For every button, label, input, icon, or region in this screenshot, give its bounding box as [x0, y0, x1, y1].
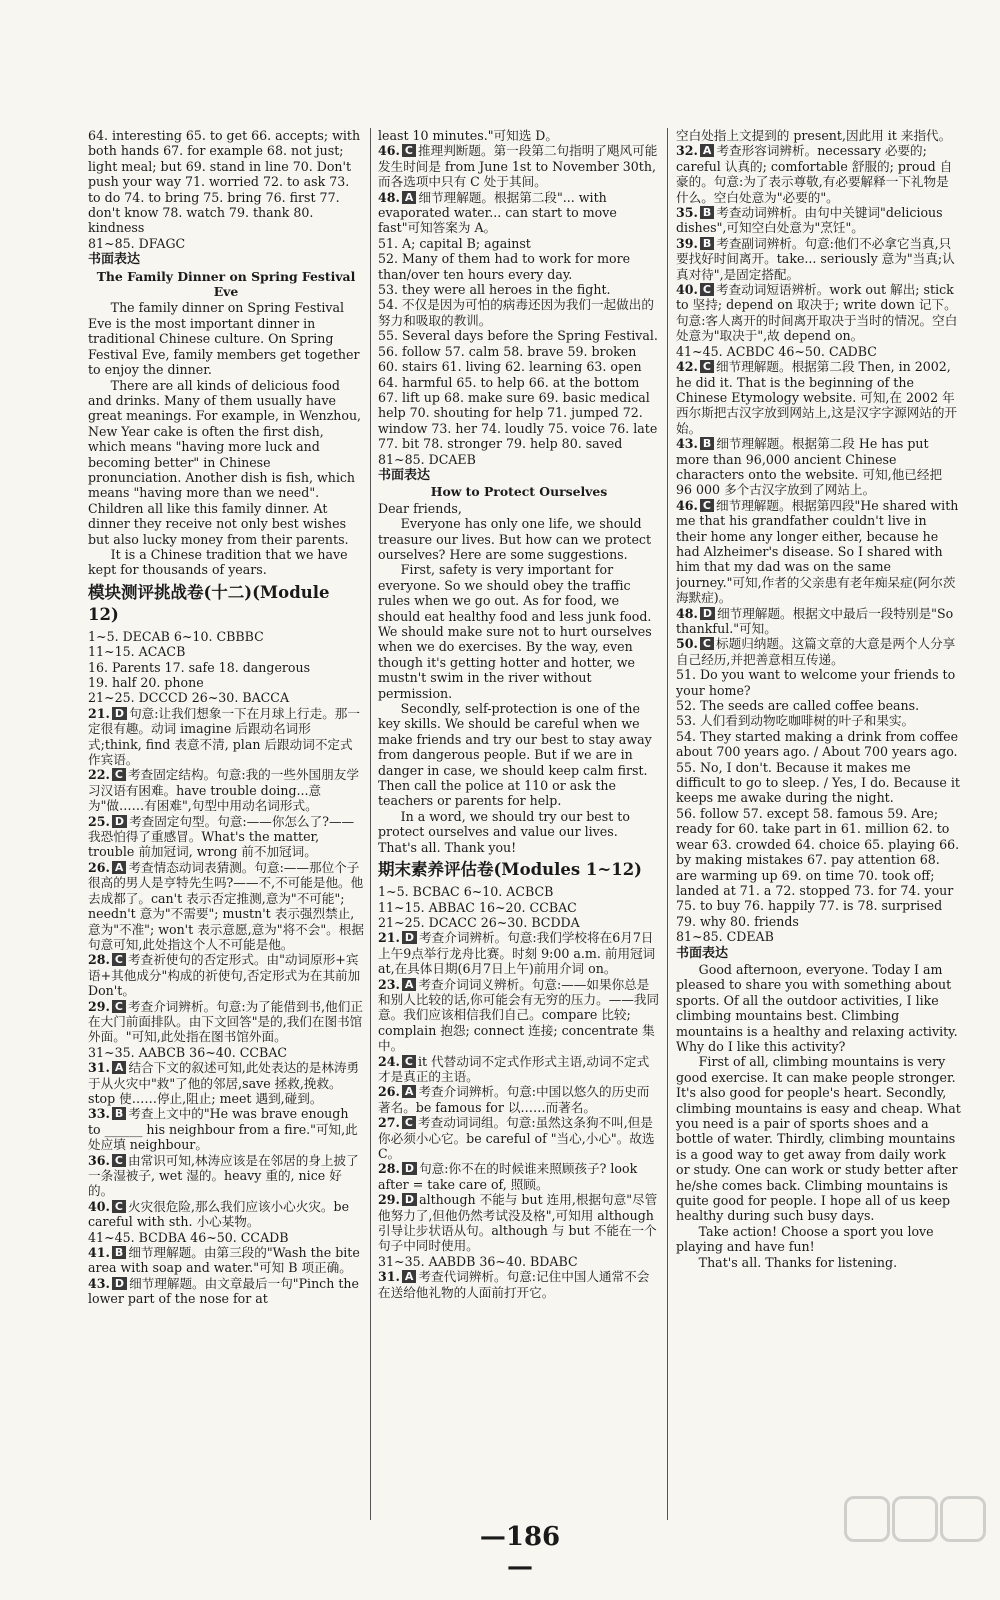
text: 81~85. DFAGC: [88, 235, 186, 251]
text: 考查动词词组。句意:虽然这条狗不叫,但是你必须小心它。be careful of "当心,小心"。故选 C。: [378, 1115, 655, 1161]
answer-explanation: [88, 1276, 364, 1307]
answer-badge: A: [402, 978, 417, 991]
answer-line: [88, 128, 364, 236]
text: 81~85. CDEAB: [676, 929, 774, 945]
answer-line: [88, 1230, 364, 1245]
text: 1~5. DECAB 6~10. CBBBC: [88, 628, 264, 644]
answer-line: [378, 251, 660, 282]
answer-explanation: [88, 706, 364, 768]
answer-line: [676, 760, 961, 806]
answer-line: [378, 1254, 660, 1269]
question-number: 42.: [676, 359, 698, 375]
answer-explanation: [676, 359, 961, 436]
answer-badge: A: [402, 1085, 417, 1098]
text: 64. interesting 65. to get 66. accepts; with both hands 67. for example 68. not just; light meal; but 69. stand in line 70. Don't push your way 71. worried 72. to ask 73. to do 74. to bring 75. bring 76. first 77. don't know 78. watch 79. thank 80. kindness: [88, 128, 361, 236]
answer-line: [378, 501, 660, 516]
answer-badge: C: [700, 360, 714, 373]
column-middle: [378, 128, 660, 1538]
text: 1~5. BCBAC 6~10. ACBCB: [378, 884, 554, 900]
answer-line: [378, 236, 660, 251]
text: 模块测评挑战卷(十二)(Module 12): [88, 582, 330, 624]
text: 火灾很危险,那么我们应该小心火灾。be careful with sth. 小心某物。: [88, 1198, 350, 1230]
text: 19. half 20. phone: [88, 675, 204, 690]
text: 53. 人们看到动物吃咖啡树的叶子和果实。: [676, 713, 915, 729]
answer-line: [88, 629, 364, 644]
answer-badge: D: [402, 1162, 417, 1175]
answer-explanation: [88, 1199, 364, 1230]
answer-line: [378, 562, 660, 701]
answer-line: [378, 282, 660, 297]
text: 空白处指上文提到的 present,因此用 it 来指代。: [676, 128, 952, 143]
answer-line: [676, 128, 961, 143]
question-number: 22.: [88, 767, 110, 783]
answer-line: [88, 236, 364, 251]
answer-explanation: [88, 999, 364, 1045]
answer-explanation: [676, 636, 961, 667]
text: 细节理解题。根据文中最后一段特别是"So thankful."可知。: [676, 605, 954, 636]
answer-explanation: [378, 1115, 660, 1161]
page-number: —186—: [479, 1522, 561, 1582]
watermark-logo: [840, 1490, 990, 1590]
text: 考查固定结构。句意:我的一些外国朋友学习汉语有困难。have trouble doing...意为"做……有困难",句型中用动名词形式。: [88, 767, 359, 814]
text: Dear friends,: [378, 500, 462, 516]
text: 21~25. DCACC 26~30. BCDDA: [378, 914, 580, 930]
text: 41~45. ACBDC 46~50. CADBC: [676, 343, 877, 359]
answer-line: [676, 698, 961, 713]
question-number: 31.: [378, 1269, 400, 1285]
text: 55. Several days before the Spring Festival.: [378, 328, 658, 344]
text: 考查副词辨析。句意:他们不必拿它当真,只要找好时间离开。take... seriously 意为"当真;认真对待",是固定搭配。: [676, 235, 955, 282]
answer-line: [676, 344, 961, 359]
question-number: 26.: [88, 859, 110, 875]
answer-badge: B: [700, 437, 714, 450]
answer-badge: C: [402, 1055, 416, 1068]
answer-explanation: [88, 1245, 364, 1276]
text: 细节理解题。根据第四段"He shared with me that his grandfather couldn't live in their home any longer either, because he had Alzheimer's disease. So I shared with him that my dad was on the same journey."可知,作者的父亲患有老年痴呆症(阿尔茨海默症)。: [676, 497, 959, 606]
answer-explanation: [676, 498, 961, 606]
answer-explanation: [88, 767, 364, 813]
question-number: 48.: [378, 189, 400, 205]
text: although 不能与 but 连用,根据句意"尽管他努力了,但他仍然考试没及格",可知用 although 引导让步状语从句。although 与 but 不能在一个句子中同时使用。: [378, 1192, 658, 1254]
answer-badge: B: [700, 237, 714, 250]
text: 考查代词辨析。句意:记住中国人通常不会在送给他礼物的人面前打开它。: [378, 1269, 650, 1300]
answer-badge: C: [112, 953, 126, 966]
answer-badge: B: [112, 1246, 126, 1259]
answer-line: [676, 1224, 961, 1255]
answer-line: [88, 675, 364, 690]
answer-badge: C: [402, 144, 416, 157]
question-number: 26.: [378, 1084, 400, 1100]
question-number: 23.: [378, 976, 400, 992]
text: 考查介词辨析。句意:为了能借到书,他们正在大门前面排队。由下文回答"是的,我们在图书馆外面。"可知,此处指在图书馆外面。: [88, 998, 363, 1045]
answer-badge: A: [402, 1270, 417, 1283]
answer-badge: C: [112, 768, 126, 781]
text: 考查形容词辨析。necessary 必要的; careful 认真的; comfortable 舒服的; proud 自豪的。句意:为了表示尊敬,有必要解释一下礼物是什么。空白处意为"必要的"。: [676, 143, 953, 205]
question-number: 33.: [88, 1106, 110, 1122]
text: 考查动词短语辨析。work out 解出; stick to 坚持; depend on 取决于; write down 记下。句意:客人离开的时间离开取决于当时的情况。空白处意为"取决于",故 depend on。: [676, 282, 958, 344]
text: 考查固定句型。句意:——你怎么了?——我恐怕得了重感冒。What's the matter, trouble 前加冠词, wrong 前不加冠词。: [88, 813, 355, 860]
answer-explanation: [378, 1269, 660, 1300]
answer-badge: D: [112, 815, 127, 828]
text: 51. A; capital B; against: [378, 235, 531, 251]
text: 考查上文中的"He was brave enough to ______ his neighbour from a fire."可知,此处应填 neighbour。: [88, 1106, 358, 1153]
text: 结合下文的叙述可知,此处表达的是林涛勇于从火灾中"救"了他的邻居,save 拯救,挽救。stop 使……停止,阻止; meet 遇到,碰到。: [88, 1060, 360, 1106]
question-number: 29.: [378, 1192, 400, 1208]
answer-explanation: [88, 1106, 364, 1152]
answer-badge: D: [402, 931, 417, 944]
answer-badge: A: [112, 1061, 127, 1074]
answer-line: [378, 344, 660, 452]
text: 细节理解题。由文章最后一句"Pinch the lower part of the nose for at: [88, 1275, 359, 1307]
column-right: [676, 128, 961, 1538]
text: 52. Many of them had to work for more than/over ten hours every day.: [378, 251, 631, 282]
answer-badge: C: [700, 499, 714, 512]
text: 31~35. AABDB 36~40. BDABC: [378, 1253, 578, 1269]
text: 51. Do you want to welcome your friends to your home?: [676, 667, 956, 698]
text: 书面表达: [378, 467, 431, 483]
answer-badge: A: [700, 144, 715, 157]
answer-line: [88, 644, 364, 659]
answer-badge: C: [700, 283, 714, 296]
answer-line: [378, 884, 660, 899]
answer-explanation: [378, 1161, 660, 1192]
text: 细节理解题。由第三段的"Wash the bite area with soap and water."可知 B 项正确。: [88, 1245, 360, 1276]
answer-explanation: [88, 860, 364, 952]
answer-explanation: [676, 205, 961, 236]
text: 考查情态动词表猜测。句意:——那位个子很高的男人是亨特先生吗?——不,不可能是他。他去成都了。can't 表示否定推测,意为"不可能"; needn't 意为"不需要"; mustn't 表示强烈禁止,意为"不准"; won't 表示意愿,意为"将不会"。根据句意可知,此处指这个人不可能是他。: [88, 859, 364, 952]
column-divider: [370, 128, 371, 1520]
text: The family dinner on Spring Festival Eve is the most important dinner in traditional Chinese culture. On Spring Festival Eve, family members get together to enjoy the dinner.: [88, 300, 360, 378]
text: 56. follow 57. except 58. famous 59. Are; ready for 60. take part in 61. million 62. to wear 63. crowded 64. choice 65. playing 66. by making mistakes 67. pay attention 68. are warming up 69. on time 70. took off; landed at 71. a 72. stopped 73. for 74. your 75. to buy 76. happily 77. is 78. surprised 79. why 80. friends: [676, 805, 960, 929]
question-number: 28.: [88, 952, 110, 968]
question-number: 48.: [676, 605, 698, 621]
text: 考查介词词义辨析。句意:——如果你总是和别人比较的话,你可能会有无穷的压力。——我同意。我们应该相信我们自己。compare 比较; complain 抱怨; connect 连接; concentrate 集中。: [378, 976, 660, 1054]
answer-explanation: [378, 1084, 660, 1115]
answer-line: [676, 929, 961, 944]
question-number: 32.: [676, 143, 698, 159]
answer-line: [378, 915, 660, 930]
question-number: 40.: [88, 1198, 110, 1214]
text: 11~15. ABBAC 16~20. CCBAC: [378, 899, 577, 915]
text: 考查祈使句的否定形式。由"动词原形+宾语+其他成分"构成的祈使句,否定形式为在其前加 Don't。: [88, 952, 361, 999]
text: 11~15. ACACB: [88, 644, 186, 660]
answer-badge: D: [700, 607, 715, 620]
column-left: [88, 128, 364, 1538]
answer-badge: B: [112, 1107, 126, 1120]
answer-line: [676, 667, 961, 698]
text: 考查介词辨析。句意:中国以悠久的历史而著名。be famous for 以……而著名。: [378, 1084, 650, 1115]
answer-explanation: [378, 1054, 660, 1085]
question-number: 29.: [88, 998, 110, 1014]
question-number: 35.: [676, 205, 698, 221]
answer-line: [88, 300, 364, 377]
answer-line: [676, 962, 961, 1054]
text: 53. they were all heroes in the fight.: [378, 282, 611, 298]
answer-explanation: [378, 190, 660, 236]
text: it 代替动词不定式作形式主语,动词不定式才是真正的主语。: [378, 1053, 650, 1084]
answer-badge: A: [112, 861, 127, 874]
text: 标题归纳题。这篇文章的大意是两个人分享自己经历,并把善意相互传递。: [676, 636, 956, 667]
answer-badge: B: [700, 206, 714, 219]
answer-badge: C: [112, 1154, 126, 1167]
answer-line: [676, 806, 961, 929]
text: 句意:你不在的时候谁来照顾孩子? look after = take care of, 照顾。: [378, 1161, 638, 1192]
answer-line: [88, 252, 364, 267]
answer-explanation: [676, 606, 961, 637]
answer-badge: D: [402, 1193, 417, 1206]
answer-line: [378, 516, 660, 562]
answer-line: [88, 660, 364, 675]
answer-explanation: [676, 236, 961, 282]
text: 期末素养评估卷(Modules 1~12): [378, 860, 642, 880]
text: 由常识可知,林涛应该是在邻居的身上披了一条湿被子, wet 湿的。heavy 重的, nice 好的。: [88, 1152, 359, 1199]
answer-explanation: [88, 1060, 364, 1106]
answer-line: [378, 701, 660, 809]
answer-line: [676, 1054, 961, 1223]
answer-line: [676, 729, 961, 760]
text: Secondly, self-protection is one of the key skills. We should be careful when we make friends and try our best to stay away from dangerous people. But if we are in danger in case, we should keep calm first. Then call the police at 110 or ask the teachers or parents for help.: [378, 701, 652, 809]
text: The Family Dinner on Spring Festival Eve: [96, 268, 356, 300]
answer-line: [378, 900, 660, 915]
text: 81~85. DCAEB: [378, 451, 476, 467]
text: First, safety is very important for everyone. So we should obey the traffic rules when we go out. As for food, we should eat healthy food and less junk food. We should make sure not to hurt ourselves when we do exercises. By the way, even though it's getting hotter and hotter, we mustn't swim in the river without permission.: [378, 562, 652, 701]
question-number: 36.: [88, 1152, 110, 1168]
text: 书面表达: [676, 945, 729, 961]
question-number: 50.: [676, 636, 698, 652]
answer-explanation: [378, 1192, 660, 1254]
answer-line: [88, 378, 364, 547]
answer-explanation: [378, 930, 660, 976]
answer-line: [378, 452, 660, 467]
section-title: [378, 859, 660, 881]
text: That's all. Thanks for listening.: [698, 1254, 898, 1270]
answer-line: [378, 468, 660, 483]
answer-line: [88, 690, 364, 705]
question-number: 31.: [88, 1060, 110, 1076]
text: 细节理解题。根据第二段 He has put more than 96,000 ancient Chinese characters onto the website. 可知,他已经把 96 000 多个古汉字放到了网站上。: [676, 436, 943, 498]
text: 55. No, I don't. Because it makes me difficult to go to sleep. / Yes, I do. Because it keeps me awake during the night.: [676, 759, 960, 806]
question-number: 21.: [88, 705, 110, 721]
question-number: 27.: [378, 1115, 400, 1131]
answer-badge: D: [112, 1277, 127, 1290]
question-number: 40.: [676, 282, 698, 298]
answer-line: [378, 297, 660, 328]
text: It is a Chinese tradition that we have kept for thousands of years.: [88, 546, 348, 578]
answer-line: [676, 713, 961, 728]
question-number: 41.: [88, 1245, 110, 1261]
text: 考查介词辨析。句意:我们学校将在6月7日上午9点举行龙舟比赛。时刻 9:00 a.m. 前用冠词 at,在具体日期(6月7日上午)前用介词 on。: [378, 930, 656, 977]
answer-badge: C: [700, 637, 714, 650]
answer-line: [676, 946, 961, 961]
answer-line: [676, 1255, 961, 1270]
answer-badge: C: [402, 1116, 416, 1129]
text: In a word, we should try our best to protect ourselves and value our lives. That's all. Thank you!: [378, 808, 630, 855]
answer-explanation: [88, 1153, 364, 1199]
text: 16. Parents 17. safe 18. dangerous: [88, 659, 311, 675]
answer-explanation: [378, 977, 660, 1054]
answer-explanation: [88, 814, 364, 860]
text: 31~35. AABCB 36~40. CCBAC: [88, 1044, 288, 1060]
text: Everyone has only one life, we should treasure our lives. But how can we protect ourselves? Here are some suggestions.: [378, 516, 652, 562]
text: Take action! Choose a sport you love playing and have fun!: [676, 1223, 934, 1255]
essay-title: [88, 269, 364, 300]
answer-explanation: [88, 952, 364, 998]
question-number: 46.: [378, 143, 400, 159]
answer-badge: D: [112, 707, 127, 720]
answer-explanation: [676, 436, 961, 498]
text: 41~45. BCDBA 46~50. CCADB: [88, 1229, 289, 1245]
answer-line: [88, 547, 364, 578]
text: First of all, climbing mountains is very good exercise. It can make people stronger. It's also good for people's heart. Secondly, climbing mountains is easy and cheap. What you need is a pair of sports shoes and a bottle of water. Thirdly, climbing mountains is a good way to get away from daily work or study. One can work or study better after he/she comes back. Climbing mountains is quite good for people. I hope all of us keep healthy during such busy days.: [676, 1054, 961, 1224]
question-number: 25.: [88, 813, 110, 829]
text: 句意:让我们想象一下在月球上行走。那一定很有趣。动词 imagine 后跟动名词形式;think, find 表意不清, plan 后跟动词不定式作宾语。: [88, 705, 360, 768]
answer-explanation: [676, 143, 961, 205]
text: How to Protect Ourselves: [430, 484, 608, 500]
question-number: 46.: [676, 497, 698, 513]
text: 推理判断题。第一段第二句指明了飓风可能发生时间是 from June 1st to November 30th,而各选项中只有 C 处于其间。: [378, 143, 658, 190]
text: 21~25. DCCCD 26~30. BACCA: [88, 690, 290, 706]
answer-line: [88, 1045, 364, 1060]
text: 56. follow 57. calm 58. brave 59. broken 60. stairs 61. living 62. learning 63. open 64. harmful 65. to help 66. at the bottom 67. lift up 68. make sure 69. basic medical help 70. shouting for help 71. jumped 72. window 73. her 74. loudly 75. voice 76. late 77. bit 78. stronger 79. help 80. saved: [378, 343, 658, 452]
answer-line: [378, 809, 660, 855]
answer-line: [378, 128, 660, 143]
text: 细节理解题。根据第二段"... with evaporated water... can start to move fast"可知答案为 A。: [378, 189, 617, 236]
text: 细节理解题。根据第二段 Then, in 2002, he did it. That is the beginning of the Chinese Etymology website. 可知,在 2002 年西尔斯把古汉字放到网站上,这是汉字字源网站的开始。: [676, 359, 958, 436]
essay-title: [378, 484, 660, 499]
text: There are all kinds of delicious food and drinks. Many of them usually have great meanings. For example, in Wenzhou, New Year cake is often the first dish, which means "having more luck and becoming better" in Chinese pronunciation. Another dish is fish, which means "having more than we need". Children all like this family dinner. At dinner they receive not only best wishes but also lucky money from their parents.: [88, 377, 362, 547]
text: 52. The seeds are called coffee beans.: [676, 698, 920, 714]
text: least 10 minutes."可知选 D。: [378, 128, 558, 143]
question-number: 39.: [676, 235, 698, 251]
question-number: 24.: [378, 1053, 400, 1069]
text: 书面表达: [88, 252, 141, 268]
answer-explanation: [378, 143, 660, 189]
question-number: 43.: [676, 436, 698, 452]
section-title: [88, 582, 364, 626]
column-divider: [667, 128, 668, 1520]
answer-badge: A: [402, 191, 417, 204]
question-number: 28.: [378, 1161, 400, 1177]
text: Good afternoon, everyone. Today I am pleased to share you with something about sports. Of all the outdoor activities, I like climbing mountains best. Climbing mountains is a healthy and relaxing activity. Why do I like this activity?: [676, 961, 958, 1054]
text: 54. They started making a drink from coffee about 700 years ago. / About 700 years ago.: [676, 728, 959, 760]
text: 54. 不仅是因为可怕的病毒还因为我们一起做出的努力和吸取的教训。: [378, 297, 654, 328]
answer-badge: C: [112, 1200, 126, 1213]
answer-explanation: [676, 282, 961, 344]
question-number: 21.: [378, 930, 400, 946]
question-number: 43.: [88, 1275, 110, 1291]
answer-badge: C: [112, 1000, 126, 1013]
answer-line: [378, 328, 660, 343]
text: 考查动词辨析。由句中关键词"delicious dishes",可知空白处意为"烹饪"。: [676, 205, 943, 236]
